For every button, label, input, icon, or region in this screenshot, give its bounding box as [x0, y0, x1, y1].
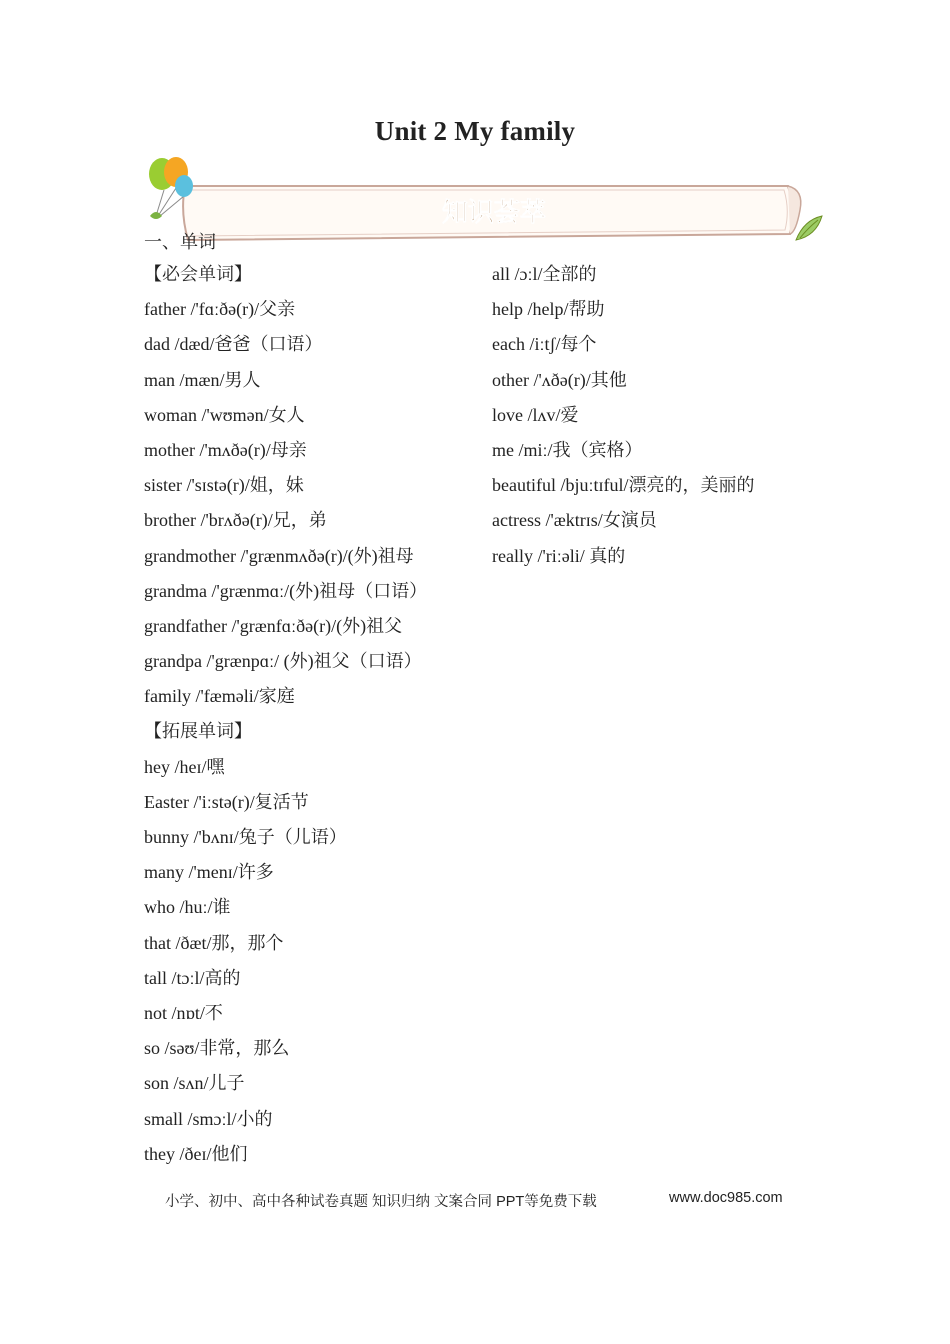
vocab-entry: grandmother /'grænmʌðə(r)/(外)祖母 [144, 545, 414, 566]
vocab-entry: dad /dæd/爸爸（口语） [144, 334, 323, 355]
page-title: Unit 2 My family [374, 116, 576, 146]
vocab-entry: they /ðeɪ/他们 [144, 1143, 248, 1164]
vocab-entry: beautiful /bjuːtɪful/漂亮的，美丽的 [492, 475, 755, 496]
vocab-entry: really /'riːəli/ 真的 [492, 545, 626, 566]
vocab-entry: tall /tɔːl/高的 [144, 967, 241, 988]
vocab-entry: woman /'wʊmən/女人 [144, 404, 305, 425]
vocab-entry: man /mæn/男人 [144, 369, 261, 390]
vocab-entry: that /ðæt/那，那个 [144, 932, 284, 953]
banner-label: 知识荟萃 [441, 198, 547, 228]
vocab-entry: me /miː/我（宾格） [492, 439, 643, 460]
vocab-entry: actress /'æktrɪs/女演员 [492, 510, 657, 531]
vocab-entry: Easter /'iːstə(r)/复活节 [144, 791, 309, 812]
vocab-entry: son /sʌn/儿子 [144, 1073, 245, 1094]
vocab-entry: help /help/帮助 [492, 299, 605, 320]
vocab-entry: 【拓展单词】 [144, 721, 252, 742]
vocab-column-left [144, 258, 427, 1173]
vocab-entry: mother /'mʌðə(r)/母亲 [144, 439, 307, 460]
vocab-column-right [492, 258, 754, 575]
vocab-entry: grandpa /'grænpɑː/ (外)祖父（口语） [144, 651, 422, 672]
vocab-entry: many /'menɪ/许多 [144, 862, 274, 883]
vocab-entry: hey /heɪ/嘿 [144, 756, 225, 777]
footer-url: www.doc985.com [669, 1190, 783, 1206]
section-banner [140, 150, 830, 250]
vocab-entry: father /'fɑːðə(r)/父亲 [144, 299, 296, 320]
vocab-entry: all /ɔːl/全部的 [492, 264, 597, 284]
vocab-entry: bunny /'bʌnɪ/兔子（儿语） [144, 827, 347, 847]
vocab-entry: brother /'brʌðə(r)/兄，弟 [144, 510, 327, 531]
vocab-entry: love /lʌv/爱 [492, 404, 579, 425]
vocab-entry: each /iːtʃ/每个 [492, 334, 597, 355]
vocab-entry: who /huː/谁 [144, 897, 231, 918]
vocab-entry: not /nɒt/不 [144, 1002, 223, 1023]
leaf-icon [796, 216, 822, 240]
vocab-entry: family /'fæməli/家庭 [144, 686, 295, 707]
vocab-entry: grandma /'grænmɑː/(外)祖母（口语） [144, 580, 428, 601]
vocab-entry: so /səʊ/非常，那么 [144, 1038, 290, 1059]
footer-text: 小学、初中、高中各种试卷真题 知识归纳 文案合同 PPT等免费下载 [165, 1194, 597, 1210]
vocab-entry: small /smɔːl/小的 [144, 1108, 273, 1129]
vocab-entry: 【必会单词】 [144, 264, 252, 284]
vocab-entry: sister /'sɪstə(r)/姐，妹 [144, 475, 304, 496]
vocab-entry: grandfather /'grænfɑːðə(r)/(外)祖父 [144, 615, 403, 636]
section-heading: 一、单词 [144, 232, 216, 252]
vocab-entry: other /'ʌðə(r)/其他 [492, 369, 627, 390]
